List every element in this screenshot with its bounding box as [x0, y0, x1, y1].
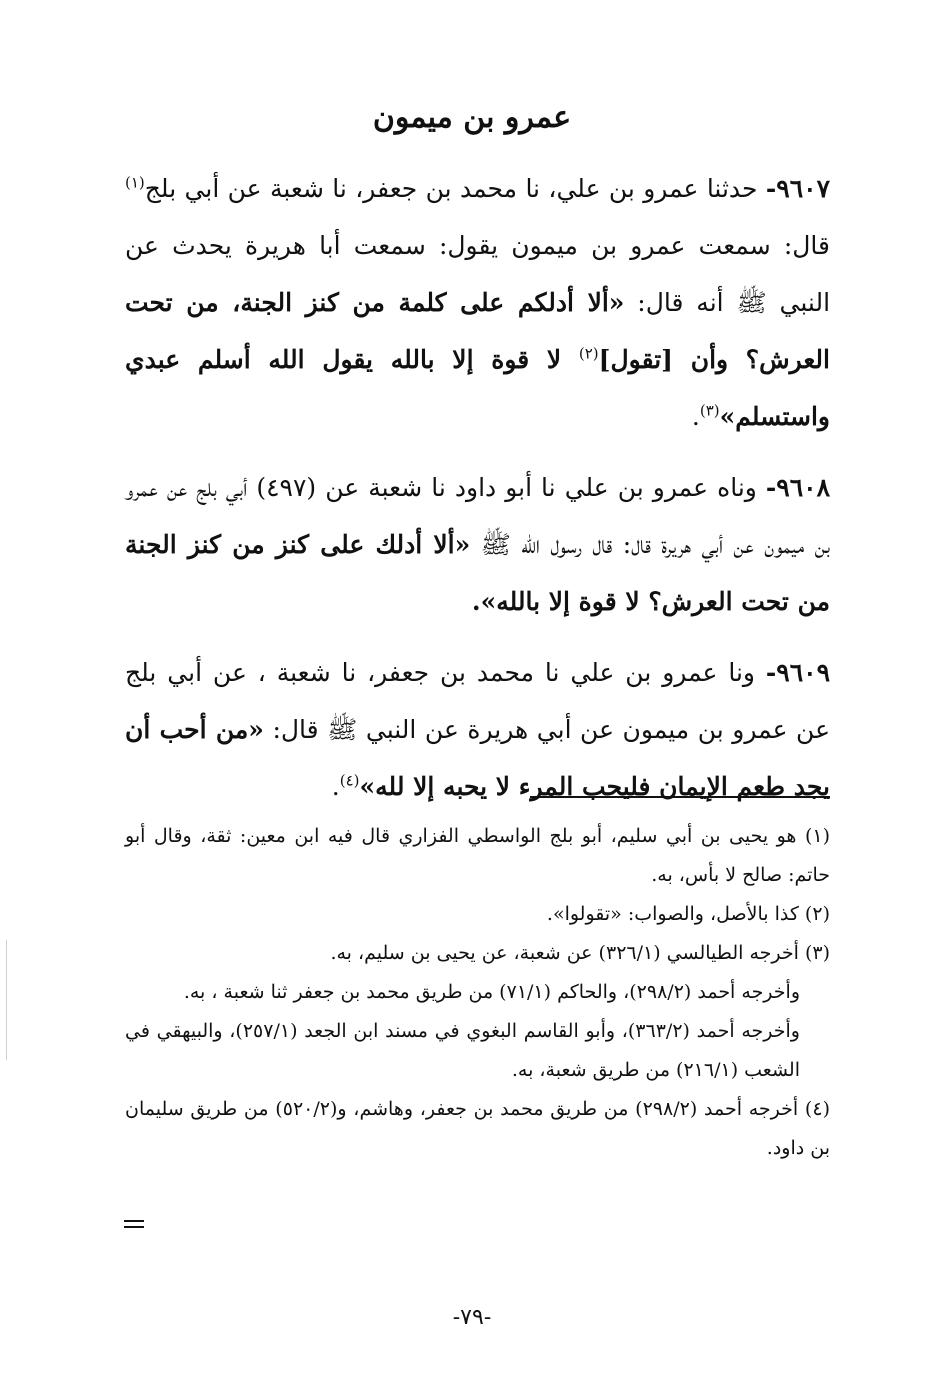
hadith-number: ٩٦٠٧-: [765, 174, 830, 203]
footnote-3: (٣) أخرجه الطيالسي (٣٢٦/١) عن شعبة، عن يحيى بن سليم، به.: [330, 942, 830, 964]
footnote-1: (١) هو يحيى بن أبي سليم، أبو بلج الواسطي الفزاري قال فيه ابن معين: ثقة، وقال أبو حاتم: صالح لا بأس، به.: [125, 825, 830, 886]
main-text: [125, 160, 830, 829]
hadith-number: ٩٦٠٨-: [765, 473, 831, 502]
hadith-isnad: قال: سمعت عمرو بن ميمون يقول: سمعت أبا هريرة يحدث عن النبي ﷺ أنه قال:: [125, 231, 831, 317]
hadith-9609: [125, 644, 830, 815]
continuation-mark: [124, 1220, 144, 1230]
hadith-isnad: وناه عمرو بن علي نا أبو داود نا شعبة عن (٤٩٧) أبي بلج عن عمرو بن ميمون عن أبي هريرة قال: قال رسول الله ﷺ: [125, 473, 830, 559]
page-number: -٧٩-: [452, 1305, 492, 1330]
footnote-4: (٤) أخرجه أحمد (٢٩٨/٢) من طريق محمد بن جعفر، وهاشم، و(٥٢٠/٢) من طريق سليمان بن داود.: [125, 1098, 830, 1159]
hadith-9607: [125, 160, 830, 445]
hadith-matn: لا قوة إلا بالله يقول الله أسلم عبدي واستسلم»: [125, 345, 830, 431]
footnote-separator: [530, 796, 830, 798]
hadith-isnad: ونا عمرو بن علي نا محمد بن جعفر، نا شعبة ، عن أبي بلج عن عمرو بن ميمون عن أبي هريرة عن النبي ﷺ قال:: [125, 658, 830, 744]
hadith-9608: [125, 459, 830, 630]
hadith-matn: «ألا أدلك على كنز من كنز الجنة من تحت العرش؟ لا قوة إلا بالله».: [125, 530, 830, 616]
hadith-end: .: [691, 402, 700, 431]
hadith-number: ٩٦٠٩-: [765, 658, 830, 687]
hadith-end: .: [331, 772, 340, 801]
footnote-3-continuation: وأخرجه أحمد (٢٩٨/٢)، والحاكم (٧١/١) من طريق محمد بن جعفر ثنا شعبة ، به.: [183, 981, 800, 1003]
hadith-matn: «ألا أدلكم على كلمة من كنز الجنة، من تحت العرش؟ وأن [تقول]: [125, 288, 830, 374]
footnote-ref: (٤): [339, 771, 360, 790]
footnote-ref: (١): [125, 173, 145, 192]
margin-line: [6, 940, 7, 1060]
hadith-isnad: حدثنا عمرو بن علي، نا محمد بن جعفر، نا شعبة عن أبي بلج: [144, 174, 766, 203]
footnotes: [125, 817, 830, 1168]
footnote-ref: (٣): [699, 401, 720, 420]
hadith-matn: «من أحب أن يجد طعم الإيمان فليحب المرء لا يحبه إلا لله»: [125, 715, 830, 801]
section-heading: عمرو بن ميمون: [372, 100, 572, 135]
footnote-ref: (٢): [578, 344, 599, 363]
footnote-2: (٢) كذا بالأصل، والصواب: «تقولوا».: [546, 903, 830, 925]
footnote-3-continuation: وأخرجه أحمد (٣٦٣/٢)، وأبو القاسم البغوي في مسند ابن الجعد (٢٥٧/١)، والبيهقي في الشعب (٢١٦/١) من طريق شعبة، به.: [125, 1020, 800, 1081]
